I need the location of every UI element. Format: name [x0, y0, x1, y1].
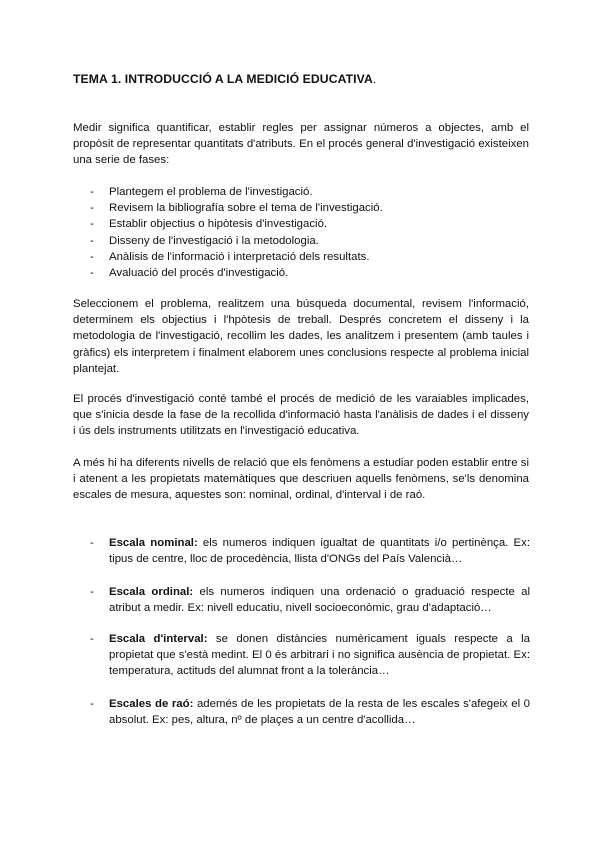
- scale-text: se donen distàncies numèricament iguals respecte a la propietat que s'està medint. El 0 és arbitrari i no significa ausència de propietat. Ex: temperatura, actituds del alumnat front a la tolerància…: [109, 633, 530, 678]
- title-text: TEMA 1. INTRODUCCIÓ A LA MEDICIÓ EDUCATIVA: [73, 72, 373, 86]
- scale-term: Escala nominal:: [109, 537, 198, 549]
- list-item: [90, 184, 530, 200]
- measurement-paragraph: El procés d'investigació conté també el procés de medició de les varaiables implicades, que s'inicia desde la fase de la recollida d'informació hasta l'anàlisis de dades i el disseny i ús dels instruments utilitzats en l'investigació educativa.: [73, 393, 529, 438]
- list-dash: -: [90, 234, 94, 247]
- scale-item-ratio: [90, 696, 530, 728]
- list-dash: -: [90, 698, 94, 710]
- step-text: Disseny de l'investigació i la metodologia.: [109, 234, 319, 247]
- scale-term: Escales de raó:: [109, 698, 194, 710]
- list-dash: -: [90, 633, 94, 645]
- scale-item-interval: [90, 631, 530, 680]
- document-title: [73, 72, 376, 86]
- scale-item-nominal: [90, 535, 530, 567]
- step-text: Avaluació del procés d'investigació.: [109, 267, 289, 280]
- list-dash: -: [90, 537, 94, 549]
- scales-intro-paragraph: A més hi ha diferents nivells de relació que els fenòmens a estudiar poden establir entre si i atenent a les propietats matemàtiques que descriuen aquells fenòmens, se'ls denomina escales de mesura, aquestes son: nominal, ordinal, d'interval i de raó.: [73, 457, 529, 502]
- step-text: Anàlisis de l'informació i interpretació dels resultats.: [109, 250, 370, 263]
- scale-description: [109, 631, 530, 680]
- step-text: Establir objectius o hipòtesis d'investigació.: [109, 218, 328, 231]
- scale-term: Escala ordinal:: [109, 586, 194, 598]
- list-item: [90, 265, 530, 281]
- step-text: Plantegem el problema de l'investigació.: [109, 186, 313, 198]
- scale-description: [109, 696, 530, 728]
- scale-description: [109, 584, 530, 616]
- list-item: [90, 233, 530, 249]
- scale-text: ademés de les propietats de la resta de les escales s'afegeix el 0 absolut. Ex: pes, altura, nº de plaçes a un centre d'acollida…: [109, 698, 531, 727]
- scale-term: Escala d'interval:: [109, 633, 208, 645]
- list-dash: -: [90, 267, 94, 280]
- list-item: [90, 249, 530, 265]
- list-dash: -: [90, 186, 94, 198]
- list-dash: -: [90, 586, 94, 598]
- list-dash: -: [90, 250, 94, 263]
- list-dash: -: [90, 202, 94, 215]
- scale-description: [109, 535, 530, 567]
- methodology-paragraph: Seleccionem el problema, realitzem una búsqueda documental, revisem l'informació, determinem els objectius i l'hpòtesis de treball. Després concretem el disseny i la metodologia de l'investigació, recollim les dades, les analitzem i presentem (amb taules i gràfics) els interpretem i finalment elaborem unes conclusions respecte al problema inicial plantejat.: [73, 298, 529, 375]
- list-item: [90, 216, 530, 232]
- title-period: .: [372, 72, 377, 86]
- intro-paragraph: Medir significa quantificar, establir regles per assignar números a objectes, amb el propòsit de representar quantitats d'atributs. En el procés general d'investigació existeixen una serie de fases:: [73, 122, 529, 167]
- list-item: [90, 200, 530, 216]
- list-dash: -: [90, 218, 94, 231]
- scale-item-ordinal: [90, 584, 530, 616]
- step-text: Revisem la bibliografía sobre el tema de l'investigació.: [109, 202, 383, 215]
- investigation-steps-list: [90, 184, 530, 281]
- scale-text: els numeros indiquen igualtat de quantitats i/o pertinènça. Ex: tipus de centre, lloc de procedència, llista d'ONGs del País Valencià…: [109, 537, 530, 566]
- scale-text: els numeros indiquen una ordenació o graduació respecte al atribut a medir. Ex: nivell educatiu, nivell socioeconòmic, grau d'adaptació…: [109, 586, 531, 615]
